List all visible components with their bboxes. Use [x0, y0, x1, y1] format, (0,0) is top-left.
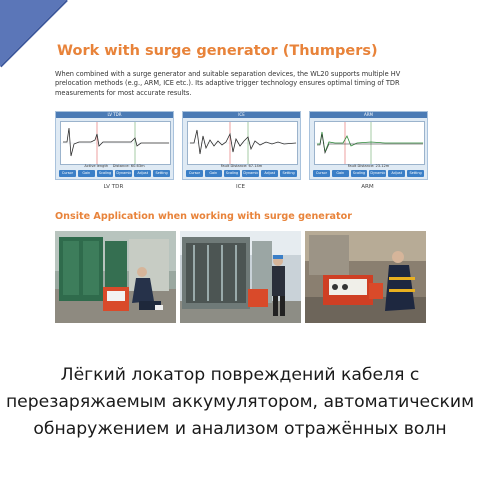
scaling-button[interactable]: Scaling [97, 170, 114, 177]
setting-button[interactable]: Setting [407, 170, 424, 177]
screen-info-right: Distance: 60.63m [112, 164, 145, 168]
ice-waveform [188, 122, 297, 164]
onsite-photo-1 [55, 231, 176, 323]
photo-technician-open-cabinet [180, 231, 301, 323]
gain-button[interactable]: Gain [332, 170, 349, 177]
cursor-button[interactable]: Cursor [59, 170, 76, 177]
setting-button[interactable]: Setting [280, 170, 297, 177]
waveform-plot [187, 121, 298, 165]
screen-info-right: Fault Distance: 67.14m [220, 164, 263, 168]
screen-info-right: Fault Distance: 23.12m [347, 164, 390, 168]
screen-caption-lv-tdr: LV TDR [103, 184, 124, 190]
screen-caption-ice: ICE [235, 184, 246, 190]
screen-buttons [313, 170, 424, 177]
cursor-button[interactable]: Cursor [313, 170, 330, 177]
onsite-title: Onsite Application when working with surge generator [55, 211, 352, 222]
tdr-waveform [61, 122, 170, 164]
screen-ice [182, 111, 301, 180]
photo-technician-green-cabinet [55, 231, 176, 323]
adjust-button[interactable]: Adjust [134, 170, 151, 177]
screen-title-bar: LV TDR [56, 112, 173, 118]
screen-info [60, 164, 169, 168]
photo-technician-indoor [305, 231, 426, 323]
screen-info-left: Active length [84, 164, 109, 168]
screen-title-bar: ICE [183, 112, 300, 118]
screen-info [187, 164, 296, 168]
onsite-photo-2 [180, 231, 301, 323]
screen-lv-tdr [55, 111, 174, 180]
setting-button[interactable]: Setting [153, 170, 170, 177]
gain-button[interactable]: Gain [205, 170, 222, 177]
scaling-button[interactable]: Scaling [224, 170, 241, 177]
screen-buttons [59, 170, 170, 177]
footer-caption: Лёгкий локатор повреждений кабеля с перезаряжаемым аккумулятором, автоматическим обнаружением и анализом отражённых волн [5, 365, 475, 439]
screen-arm [309, 111, 428, 180]
dynamic-button[interactable]: Dynamic [243, 171, 259, 175]
screen-caption-arm: ARM [361, 184, 374, 190]
page-title: Work with surge generator (Thumpers) [57, 43, 378, 59]
waveform-screens [55, 111, 428, 195]
scaling-button[interactable]: Scaling [351, 170, 368, 177]
dynamic-button[interactable]: Dynamic [370, 171, 386, 175]
dynamic-button[interactable]: Dynamic [116, 171, 132, 175]
screen-title-bar: ARM [310, 112, 427, 118]
waveform-plot [314, 121, 425, 165]
cursor-button[interactable]: Cursor [186, 170, 203, 177]
arm-waveform [315, 122, 424, 164]
onsite-photo-3 [305, 231, 426, 323]
screen-buttons [186, 170, 297, 177]
screen-info [314, 164, 423, 168]
adjust-button[interactable]: Adjust [388, 170, 405, 177]
gain-button[interactable]: Gain [78, 170, 95, 177]
waveform-plot [60, 121, 171, 165]
adjust-button[interactable]: Adjust [261, 170, 278, 177]
description-text: When combined with a surge generator and suitable separation devices, the WL20 supports multiple HV prelocation methods (e.g., ARM, ICE etc.). Its adaptive trigger technology ensures optimal timing of TDR measurements for most accurate results. [55, 70, 401, 97]
